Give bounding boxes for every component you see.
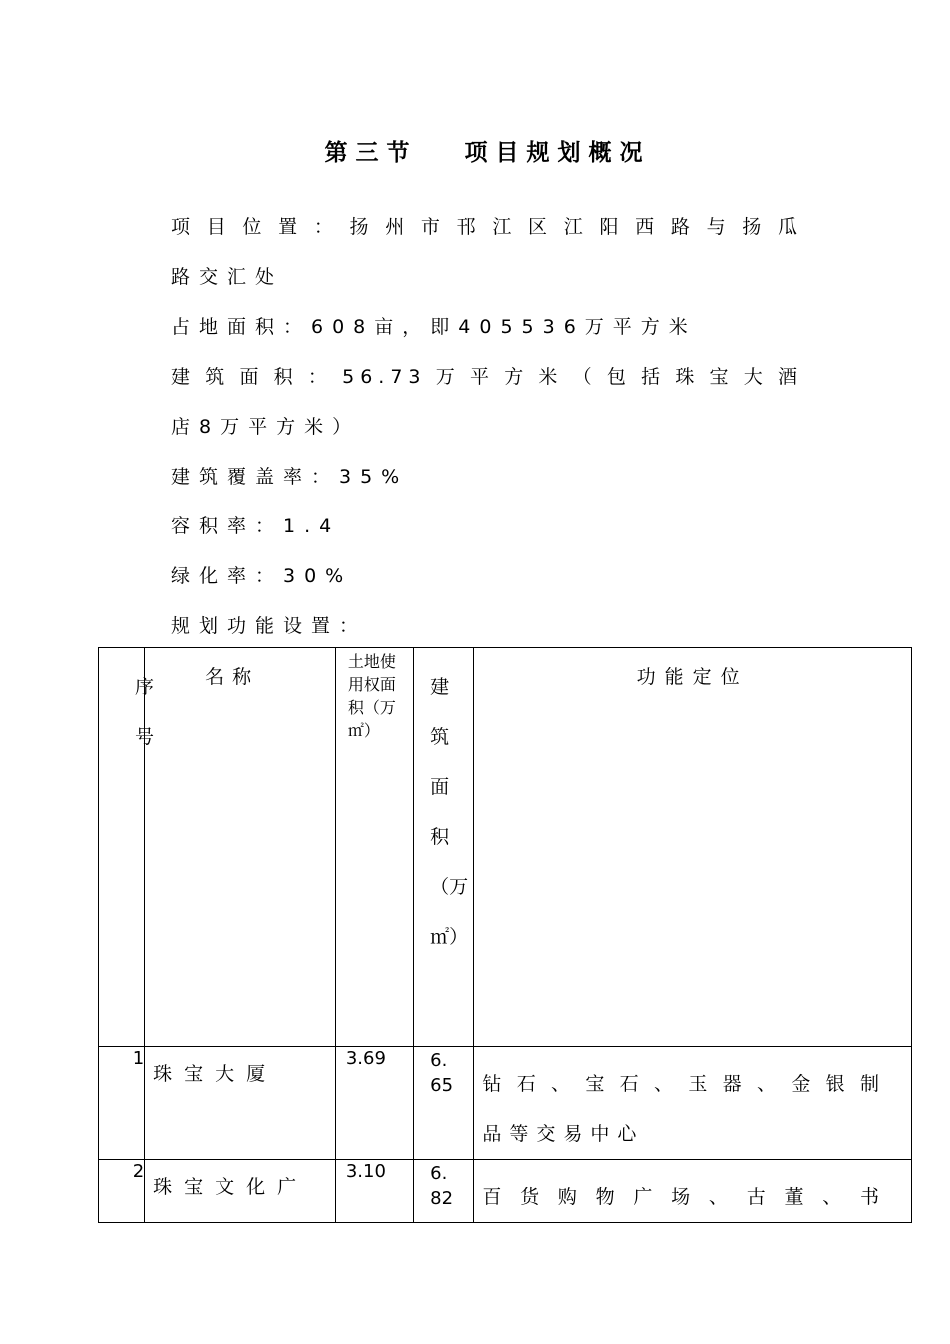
paragraph-location-cont: 路交汇处 (171, 266, 284, 288)
row-index-cell (99, 1160, 145, 1223)
row-function-cell (474, 1160, 912, 1223)
paragraph-location: 项目位置：扬州市邗江区江阳西路与扬瓜 (171, 216, 803, 238)
row-name-cell (145, 1047, 336, 1160)
paragraph-plot-ratio: 容积率：1.4 (171, 515, 341, 537)
row-index-cell (99, 1047, 145, 1160)
row-function-cell (474, 1047, 912, 1160)
row-building-area: 6.82 (430, 1163, 454, 1209)
header-building-area-cell (414, 648, 474, 1047)
planning-table (98, 647, 912, 1223)
header-name-cell (145, 648, 336, 1047)
table-row (99, 1160, 912, 1223)
row-land-area-cell (335, 1047, 413, 1160)
row-land-area: 3.69 (345, 1048, 386, 1069)
header-building-area: 建筑面积（万㎡） (430, 676, 469, 948)
header-function-cell (474, 648, 912, 1047)
paragraph-green-ratio: 绿化率：30% (171, 565, 353, 587)
row-land-area-cell (335, 1160, 413, 1223)
table-row (99, 1047, 912, 1160)
row-function-line: 钻石、宝石、玉器、金银制 (482, 1073, 887, 1095)
paragraph-building-area-cont: 店8万平方米） (171, 416, 361, 438)
row-function (474, 1047, 911, 1159)
paragraph-land-area: 占地面积：608亩，即405536万平方米 (171, 316, 697, 338)
row-land-area: 3.10 (345, 1161, 386, 1182)
row-index: 1 (132, 1048, 145, 1069)
row-name: 珠宝大厦 (153, 1063, 278, 1085)
paragraph-function-setup: 规划功能设置： (171, 615, 368, 637)
paragraph-building-area: 建筑面积：56.73万平方米（包括珠宝大酒 (171, 366, 803, 388)
row-function-line: 百货购物广场、古董、书 (482, 1186, 887, 1208)
header-index-cell (99, 648, 155, 1047)
paragraph-coverage-ratio: 建筑覆盖率：35% (171, 466, 409, 488)
header-index: 序号 (135, 676, 155, 748)
row-index: 2 (132, 1161, 145, 1182)
row-name: 珠宝文化广 (153, 1176, 309, 1198)
header-land-area-cell (335, 648, 413, 1047)
row-function (474, 1160, 911, 1222)
header-name: 名称 (205, 666, 260, 688)
row-building-area-cell (414, 1160, 474, 1223)
row-building-area-cell (414, 1047, 474, 1160)
row-building-area: 6.65 (430, 1050, 454, 1096)
section-title: 第三节 项目规划概况 (324, 140, 651, 166)
row-name-cell (145, 1160, 336, 1223)
header-land-area: 土地使用权面积（万㎡） (347, 652, 396, 740)
header-function: 功能定位 (636, 666, 749, 688)
row-function-line: 品等交易中心 (482, 1123, 645, 1145)
table-header-row (99, 648, 912, 1047)
